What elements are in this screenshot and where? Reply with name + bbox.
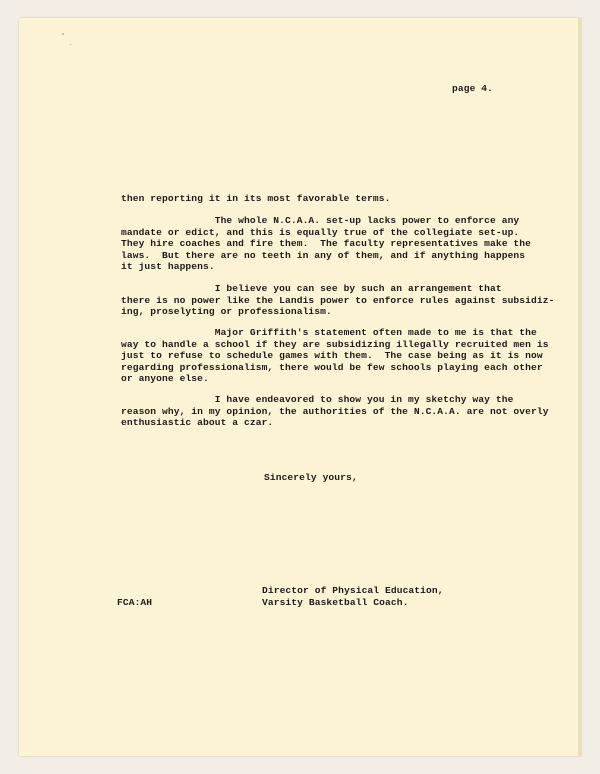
paragraph-griffith-statement — [121, 327, 549, 385]
paragraph-line: They hire coaches and fire them. The faculty representatives make the — [121, 238, 532, 250]
paragraph-line: mandate or edict, and this is equally true of the collegiate set-up. — [121, 226, 520, 238]
page-number: page 4. — [452, 83, 494, 94]
paragraph-line: Major Griffith's statement often made to me is that the — [121, 327, 537, 338]
paper-speck — [70, 44, 71, 45]
paragraph-line: just to refuse to schedule games with them. The case being as it is now — [121, 350, 543, 362]
paper-edge — [578, 18, 581, 756]
closing: Sincerely yours, — [264, 472, 358, 483]
paragraph-line: enthusiastic about a czar. — [121, 417, 274, 429]
paragraph-line: reason why, in my opinion, the authorities of the N.C.A.A. are not overly — [121, 405, 549, 417]
paragraph-continuation: then reporting it in its most favorable terms. — [121, 193, 391, 204]
paragraph-line: regarding professionalism, there would be few schools playing each other — [121, 361, 543, 373]
paragraph-line: or anyone else. — [121, 373, 209, 385]
paragraph-line: I have endeavored to show you in my sketchy way the — [121, 394, 514, 405]
paragraph-line: there is no power like the Landis power to enforce rules against subsidiz- — [121, 294, 555, 306]
paragraph-ncaa-setup — [121, 215, 531, 273]
paragraph-czar — [121, 394, 549, 429]
reference-initials: FCA:AH — [117, 597, 153, 608]
paragraph-line: The whole N.C.A.A. set-up lacks power to enforce any — [121, 215, 520, 226]
paragraph-line: ing, proselyting or professionalism. — [121, 306, 332, 318]
paragraph-line: way to handle a school if they are subsidizing illegally recruited men is — [121, 338, 549, 350]
signature-title-line1: Director of Physical Education, — [262, 585, 444, 596]
paragraph-landis-power — [121, 283, 554, 318]
signature-title-line2: Varsity Basketball Coach. — [262, 597, 409, 608]
paragraph-line: it just happens. — [121, 261, 215, 273]
paragraph-line: I believe you can see by such an arrangement that — [121, 283, 502, 294]
paragraph-line: laws. But there are no teeth in any of them, and if anything happens — [121, 249, 526, 261]
paper-speck — [62, 33, 64, 35]
letter-page — [19, 18, 581, 756]
